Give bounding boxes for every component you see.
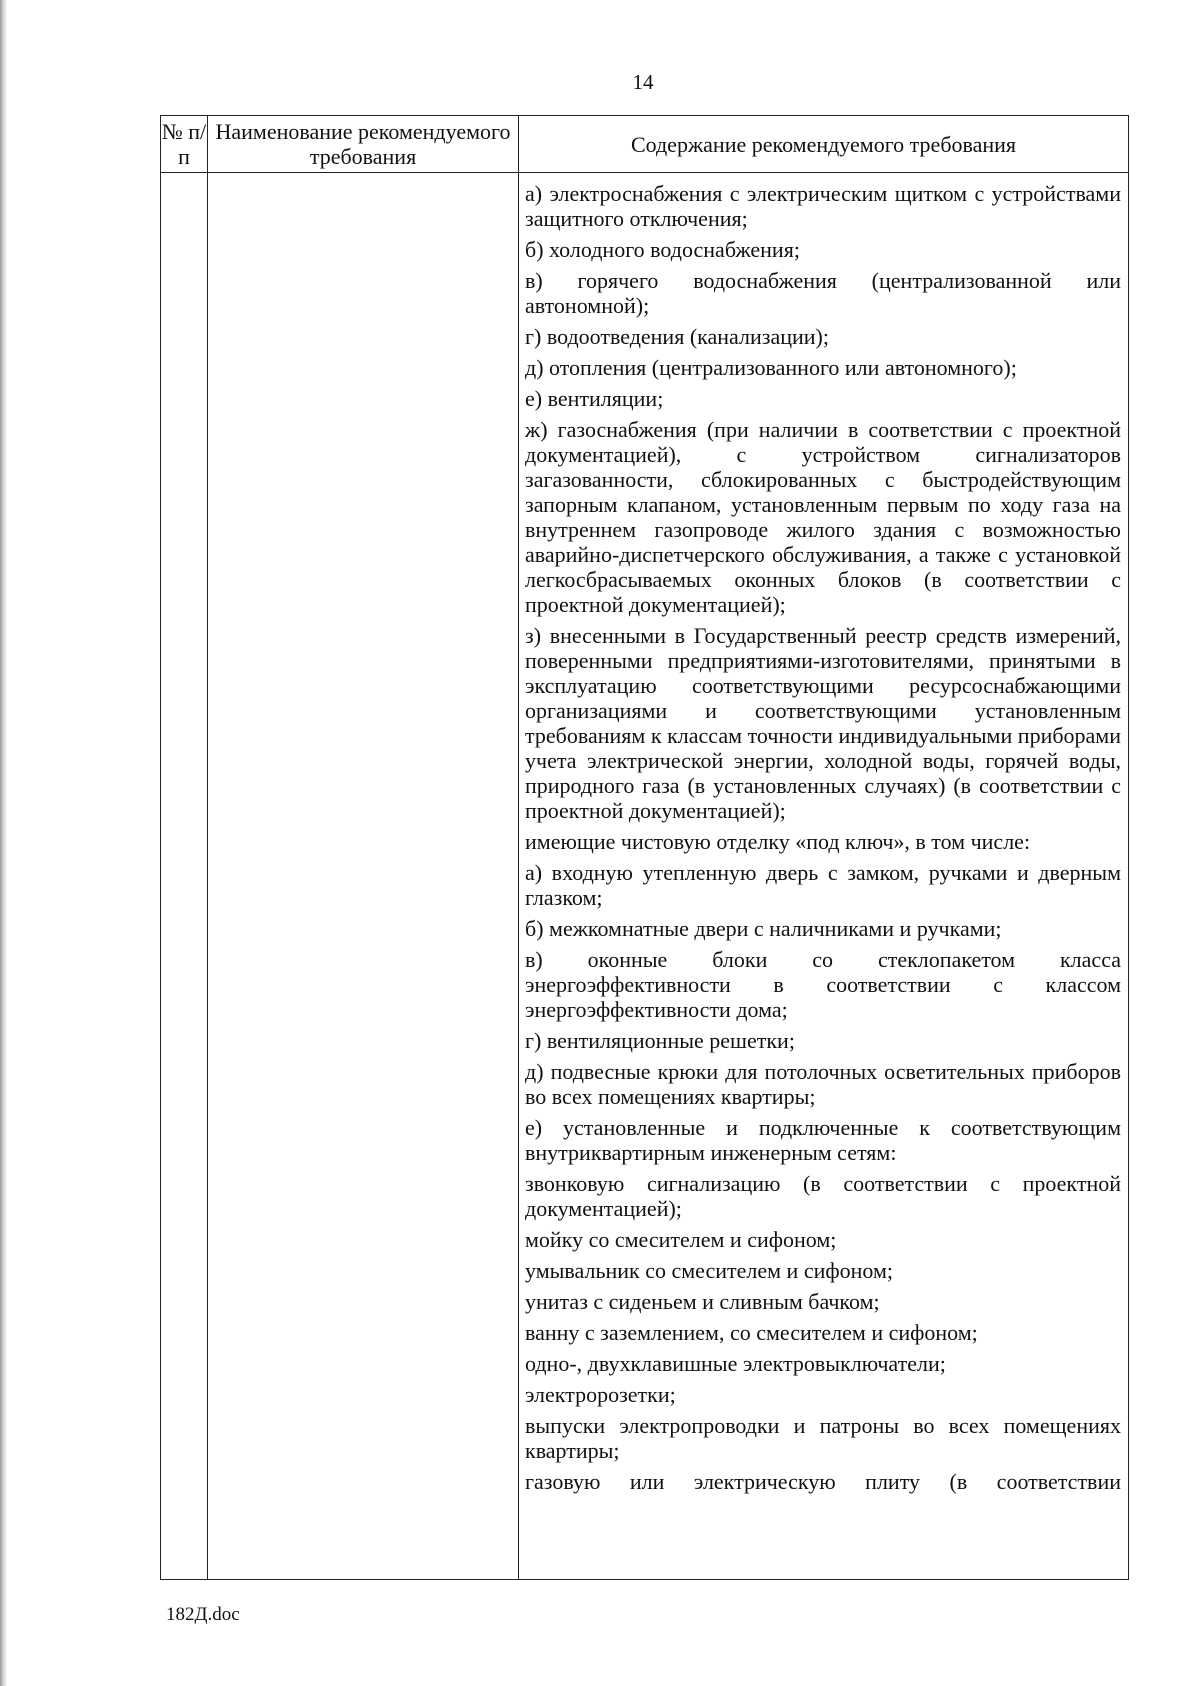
footer-filename: 182Д.doc <box>166 1604 240 1625</box>
header-content: Содержание рекомендуемого требования <box>519 116 1129 173</box>
list-item: б) холодного водоснабжения; <box>525 237 800 262</box>
list-item: унитаз с сиденьем и сливным бачком; <box>525 1289 880 1314</box>
content-list <box>519 173 1128 1579</box>
header-name: Наименование рекомендуемого требования <box>208 116 519 173</box>
list-item: в) горячего водоснабжения (централизованной или автономной); <box>525 268 1121 318</box>
list-item: ж) газоснабжения (при наличии в соответствии с проектной документацией), с устройством сигнализаторов загазованности, сблокированных с быстродействующим запорным клапаном, установленным первым по ходу газа на внутреннем газопроводе жилого здания с возможностью аварийно-диспетчерского обслуживания, а также с установкой легкосбрасываемых оконных блоков (в соответствии с проектной документацией); <box>525 417 1121 617</box>
header-number: № п/п <box>161 116 208 173</box>
list-item: г) водоотведения (канализации); <box>525 324 829 349</box>
table-header-row <box>161 116 1129 173</box>
cell-name <box>208 173 519 1580</box>
list-item: выпуски электропроводки и патроны во всех помещениях квартиры; <box>525 1413 1121 1463</box>
list-item: е) установленные и подключенные к соответствующим внутриквартирным инженерным сетям: <box>525 1115 1121 1165</box>
scan-edge-shadow <box>0 0 7 1686</box>
list-item: з) внесенными в Государственный реестр средств измерений, поверенными предприятиями-изготовителями, принятыми в эксплуатацию соответствующими ресурсоснабжающими организациями и соответствующими установленным требованиям к классам точности индивидуальными приборами учета электрической энергии, холодной воды, горячей воды, природного газа (в установленных случаях) (в соответствии с проектной документацией); <box>525 623 1121 823</box>
cell-number <box>161 173 208 1580</box>
list-item: мойку со смесителем и сифоном; <box>525 1227 837 1252</box>
list-item: е) вентиляции; <box>525 386 664 411</box>
list-item: б) межкомнатные двери с наличниками и ручками; <box>525 916 1002 941</box>
list-item: звонковую сигнализацию (в соответствии с проектной документацией); <box>525 1171 1121 1221</box>
list-item: умывальник со смесителем и сифоном; <box>525 1258 894 1283</box>
cell-content <box>519 173 1129 1580</box>
list-item: в) оконные блоки со стеклопакетом класса энергоэффективности в соответствии с классом энергоэффективности дома; <box>525 947 1121 1022</box>
list-item: электророзетки; <box>525 1382 676 1407</box>
list-item: имеющие чистовую отделку «под ключ», в том числе: <box>525 829 1031 854</box>
list-item: д) отопления (централизованного или автономного); <box>525 355 1017 380</box>
list-item: д) подвесные крюки для потолочных осветительных приборов во всех помещениях квартиры; <box>525 1059 1121 1109</box>
list-item: г) вентиляционные решетки; <box>525 1028 795 1053</box>
list-item: а) входную утепленную дверь с замком, ручками и дверным глазком; <box>525 860 1121 910</box>
page-number: 14 <box>632 70 654 94</box>
list-item: а) электроснабжения с электрическим щитком с устройствами защитного отключения; <box>525 181 1121 231</box>
list-item: газовую или электрическую плиту (в соответствии <box>525 1469 1121 1494</box>
list-item: ванну с заземлением, со смесителем и сифоном; <box>525 1320 978 1345</box>
table-row <box>161 173 1129 1580</box>
requirements-table <box>160 115 1129 1580</box>
list-item: одно-, двухклавишные электровыключатели; <box>525 1351 946 1376</box>
